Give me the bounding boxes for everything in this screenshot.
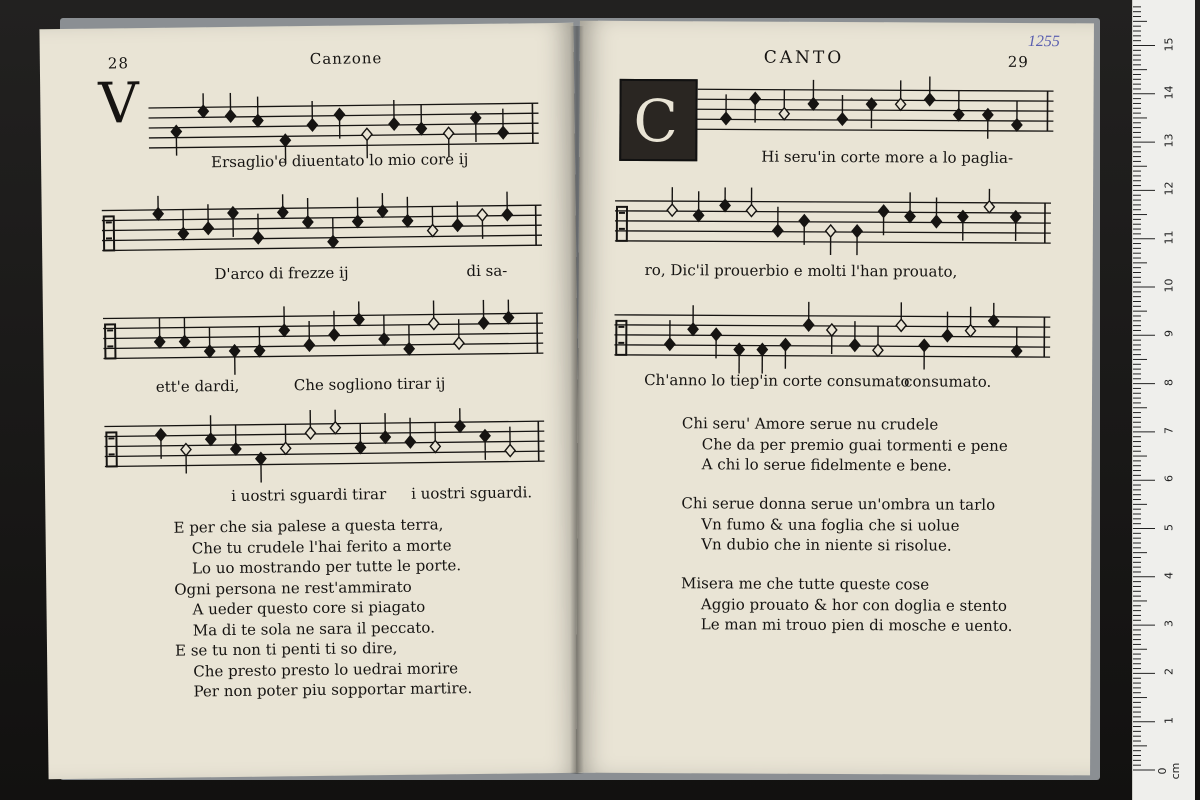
left-page-number: 28 — [107, 54, 130, 73]
book-gutter — [570, 26, 584, 774]
verse-line: E per che sia palese a questa terra, — [173, 515, 444, 537]
handwritten-annotation: 1255 — [1027, 33, 1060, 51]
music-staff — [697, 75, 1053, 149]
measuring-ruler — [1132, 0, 1195, 800]
lyric-line: i uostri sguardi tirar — [231, 485, 387, 505]
verse-line: A ueder questo core si piagato — [192, 597, 426, 619]
ruler-number: 13 — [1162, 133, 1176, 148]
verse-stanza — [681, 573, 1013, 636]
left-initial-letter: V — [97, 71, 140, 137]
verse-line: Chi seru' Amore serue nu crudele — [681, 414, 939, 434]
verse-line: Chi serue donna serue un'ombra un tarlo — [681, 494, 996, 514]
left-running-head: Canzone — [309, 49, 383, 68]
left-page — [39, 23, 582, 779]
verse-stanza — [681, 493, 995, 556]
lyric-line: di sa- — [466, 261, 508, 281]
lyric-line: D'arco di frezze ij — [214, 263, 349, 284]
music-staff — [101, 191, 542, 268]
verse-line: E se tu non ti penti ti so dire, — [174, 638, 398, 660]
decorated-initial — [619, 79, 697, 161]
lyric-line: Ch'anno lo tiep'in corte consumato — [644, 371, 910, 391]
ruler-number: 11 — [1162, 230, 1176, 245]
verse-line: Vn dubio che in niente si risolue. — [701, 535, 952, 555]
lyric-line: i uostri sguardi. — [411, 483, 533, 503]
ruler-number: 3 — [1162, 620, 1176, 628]
music-staff — [104, 407, 545, 484]
music-staff — [614, 301, 1050, 375]
verse-line: Aggio prouato & hor con doglia e stento — [700, 594, 1007, 615]
music-staff — [615, 187, 1051, 261]
ruler-number: 9 — [1162, 330, 1176, 338]
right-running-head: CANTO — [763, 47, 845, 69]
decorated-initial-letter: C — [633, 86, 679, 156]
lyric-line: consumato. — [904, 372, 992, 391]
ruler-number: 1 — [1162, 716, 1176, 724]
ruler-number: 6 — [1162, 475, 1176, 483]
verse-line: Che da per premio guai tormenti e pene — [701, 434, 1008, 455]
verse-line: Ma di te sola ne sara il peccato. — [192, 618, 436, 639]
lyric-line: ro, Dic'il prouerbio e molti l'han prouato, — [644, 261, 958, 281]
lyric-line: Ersaglio'e diuentato lo mio core ij — [210, 150, 469, 172]
ruler-number: 15 — [1162, 37, 1176, 51]
lyric-line: ett'e dardi, — [155, 376, 240, 396]
music-staff — [103, 299, 544, 376]
verse-line: Ogni persona ne rest'ammirato — [174, 577, 412, 599]
verse-line: Che presto presto lo uedrai morire — [193, 658, 459, 680]
ruler-number: 5 — [1162, 523, 1176, 531]
verse-line: Le man mi trouo pien di mosche e uento. — [700, 615, 1013, 635]
ruler-number: 14 — [1162, 85, 1176, 100]
verse-line: Misera me che tutte queste cose — [680, 574, 930, 594]
verse-line: Per non poter piu sopportar martire. — [193, 679, 473, 701]
lyric-line: Che sogliono tirar ij — [293, 374, 446, 395]
lyric-line: Hi seru'in corte more a lo paglia- — [761, 147, 1014, 167]
verse-line: Vn fumo & una foglia che si uolue — [701, 514, 960, 535]
verse-line: Lo uo mostrando per tutte le porte. — [191, 556, 462, 578]
ruler-number: 12 — [1162, 181, 1176, 196]
verse-stanza — [173, 514, 472, 702]
ruler-unit-label: 0 cm — [1156, 762, 1182, 780]
ruler-number: 4 — [1162, 571, 1176, 579]
ruler-number: 10 — [1162, 278, 1176, 293]
right-page-number: 29 — [1007, 52, 1029, 72]
ruler-number: 7 — [1162, 426, 1176, 434]
ruler-number: 8 — [1162, 378, 1176, 386]
verse-stanza — [682, 413, 1008, 476]
right-page — [576, 21, 1094, 776]
verse-line: Che tu crudele l'hai ferito a morte — [191, 535, 452, 557]
ruler-number: 2 — [1162, 668, 1176, 676]
verse-line: A chi lo serue fidelmente e bene. — [701, 455, 952, 475]
